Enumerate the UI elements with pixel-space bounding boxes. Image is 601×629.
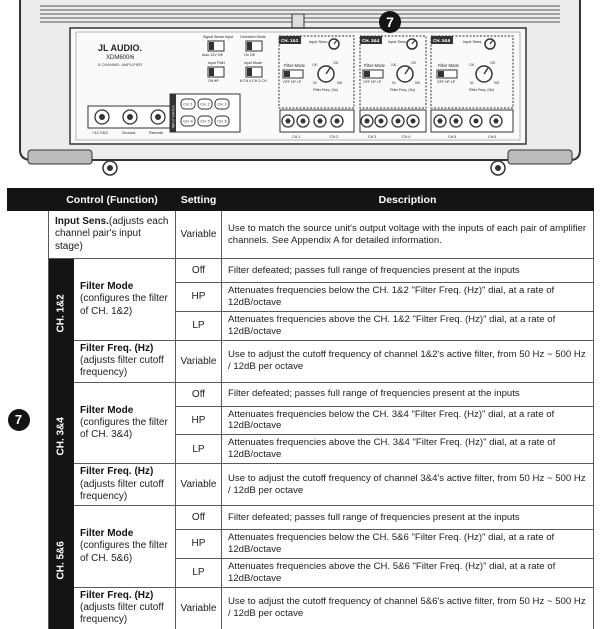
setting-cell: Off <box>176 382 222 406</box>
table-row <box>8 340 594 382</box>
setting-cell: HP <box>176 283 222 312</box>
input-sens-setting: Variable <box>176 211 222 259</box>
filter-freq-control <box>74 464 176 506</box>
svg-text:200: 200 <box>490 61 496 65</box>
setting-cell: Off <box>176 259 222 283</box>
svg-text:100: 100 <box>469 63 475 67</box>
svg-text:CH. 2: CH. 2 <box>200 102 210 107</box>
input-sens-sub: (adjusts each channel pair's input stage) <box>55 216 169 252</box>
power-label-remote: Remote <box>149 130 164 135</box>
filter-freq-title: Filter Freq. (Hz) <box>80 466 154 478</box>
header-control: Control (Function) <box>49 189 176 211</box>
svg-text:6 CH 4 CH 2 CH: 6 CH 4 CH 2 CH <box>240 79 267 83</box>
setting-cell: HP <box>176 406 222 435</box>
svg-text:Signal Sense Input: Signal Sense Input <box>203 35 234 39</box>
power-label-ground: Ground <box>122 130 136 135</box>
svg-text:Input Sens.: Input Sens. <box>463 40 483 44</box>
power-terminals <box>88 106 172 135</box>
channel-label: CH. 1&2 <box>55 293 67 333</box>
svg-text:CH.3: CH.3 <box>368 135 377 139</box>
filter-freq-control <box>74 587 176 629</box>
filter-mode-title: Filter Mode <box>80 404 134 416</box>
table-row-input-sens <box>8 211 594 259</box>
channel-label-cell <box>49 382 74 506</box>
filter-mode-sub: (configures the filter of CH. 3&4) <box>80 416 168 441</box>
svg-text:CH.4: CH.4 <box>402 135 411 139</box>
channel-label-cell <box>49 506 74 629</box>
svg-text:Input Filter: Input Filter <box>208 61 225 65</box>
filter-mode-title: Filter Mode <box>80 528 134 540</box>
setting-cell: Variable <box>176 587 222 629</box>
svg-text:500: 500 <box>415 81 421 85</box>
power-label-12v: +12 VDC <box>92 130 109 135</box>
header-description: Description <box>222 189 594 211</box>
svg-text:CH. 6: CH. 6 <box>217 119 227 124</box>
description-cell: Filter defeated; passes full range of frequencies present at the inputs <box>222 506 594 530</box>
svg-text:CH. 5: CH. 5 <box>200 119 210 124</box>
model-name: XDM600/6 <box>106 55 135 61</box>
channel-label: CH. 3&4 <box>55 417 67 456</box>
brand-logo: JL AUDIO. <box>98 43 143 53</box>
filter-freq-title: Filter Freq. (Hz) <box>80 342 154 354</box>
table-row <box>8 587 594 629</box>
svg-text:Filter Mode: Filter Mode <box>284 63 305 68</box>
status-led-4 <box>181 116 195 126</box>
amplifier-illustration <box>0 0 601 184</box>
table-row <box>8 382 594 406</box>
table-row <box>8 259 594 283</box>
description-cell: Use to adjust the cutoff frequency of channel 5&6's active filter, from 50 Hz ~ 500 Hz / 12dB per octave <box>222 587 594 629</box>
description-cell: Attenuates frequencies below the CH. 3&4 "Filter Freq. (Hz)" dial, at a rate of 12dB/octave <box>222 406 594 435</box>
setting-cell: Variable <box>176 340 222 382</box>
svg-text:7: 7 <box>386 14 394 30</box>
description-cell: Attenuates frequencies below the CH. 1&2 "Filter Freq. (Hz)" dial, at a rate of 12dB/octave <box>222 283 594 312</box>
svg-text:CH.1: CH.1 <box>292 135 301 139</box>
input-status-panel <box>170 94 240 132</box>
filter-freq-sub: (adjusts filter cutoff frequency) <box>80 355 164 379</box>
svg-text:CH. 3: CH. 3 <box>217 102 227 107</box>
svg-text:CH. 1: CH. 1 <box>183 102 193 107</box>
input-status-label: INPUT STATUS <box>171 105 176 128</box>
input-sens-title: Input Sens. <box>55 216 109 228</box>
filter-mode-sub: (configures the filter of CH. 5&6) <box>80 540 168 564</box>
control-spec-table <box>7 188 594 629</box>
svg-text:100: 100 <box>312 63 318 67</box>
description-cell: Attenuates frequencies below the CH. 5&6 "Filter Freq. (Hz)" dial, at a rate of 12dB/octave <box>222 530 594 559</box>
description-cell: Use to adjust the cutoff frequency of channel 1&2's active filter, from 50 Hz ~ 500 Hz / 12dB per octave <box>222 340 594 382</box>
table-row <box>8 464 594 506</box>
svg-text:100: 100 <box>391 63 397 67</box>
svg-text:CH.2: CH.2 <box>330 135 339 139</box>
svg-text:50: 50 <box>470 81 474 85</box>
svg-text:50: 50 <box>392 81 396 85</box>
description-cell: Attenuates frequencies above the CH. 1&2 "Filter Freq. (Hz)" dial, at a rate of 12dB/octave <box>222 311 594 340</box>
description-cell: Attenuates frequencies above the CH. 5&6 "Filter Freq. (Hz)" dial, at a rate of 12dB/octave <box>222 558 594 587</box>
svg-text:CH. 3&4: CH. 3&4 <box>362 38 380 43</box>
status-led-1 <box>181 99 195 109</box>
input-sens-control <box>49 211 176 259</box>
svg-text:CH. 1&2: CH. 1&2 <box>281 38 299 43</box>
filter-freq-sub: (adjusts filter cutoff frequency) <box>80 478 164 502</box>
callout-badge-table: 7 <box>8 409 30 431</box>
description-cell: Use to adjust the cutoff frequency of channel 3&4's active filter, from 50 Hz ~ 500 Hz / 12dB per octave <box>222 464 594 506</box>
svg-text:200: 200 <box>411 61 417 65</box>
input-sens-desc: Use to match the source unit's output voltage with the inputs of each pair of amplifier channels. See Appendix A for detailed information. <box>222 211 594 259</box>
svg-text:500: 500 <box>494 81 500 85</box>
svg-text:CH.6: CH.6 <box>488 135 497 139</box>
description-cell: Filter defeated; passes full range of frequencies present at the inputs <box>222 259 594 283</box>
setting-cell: LP <box>176 435 222 464</box>
svg-text:Filter Freq. (Hz): Filter Freq. (Hz) <box>390 88 416 92</box>
filter-freq-control <box>74 340 176 382</box>
svg-text:OFF HP LP: OFF HP LP <box>437 80 456 84</box>
svg-text:OFF HP LP: OFF HP LP <box>283 80 302 84</box>
svg-text:Filter Freq. (Hz): Filter Freq. (Hz) <box>313 88 339 92</box>
svg-text:Input Sens.: Input Sens. <box>309 40 329 44</box>
svg-text:CH.5: CH.5 <box>448 135 457 139</box>
setting-cell: LP <box>176 558 222 587</box>
status-led-5 <box>198 116 212 126</box>
description-cell: Filter defeated; passes full range of frequencies present at the inputs <box>222 382 594 406</box>
svg-text:CH. 5&6: CH. 5&6 <box>433 38 451 43</box>
status-led-3 <box>215 99 229 109</box>
status-led-6 <box>215 116 229 126</box>
callout-cell <box>8 211 49 629</box>
filter-mode-title: Filter Mode <box>80 281 134 293</box>
filter-mode-control <box>74 259 176 341</box>
svg-text:Input Sens.: Input Sens. <box>388 40 408 44</box>
svg-text:CH. 4: CH. 4 <box>183 119 193 124</box>
setting-cell: LP <box>176 311 222 340</box>
header-spacer <box>8 189 49 211</box>
filter-freq-title: Filter Freq. (Hz) <box>80 589 154 601</box>
channel-label: CH. 5&6 <box>55 540 67 580</box>
svg-text:Overdrive Mode: Overdrive Mode <box>240 35 266 39</box>
description-cell: Attenuates frequencies above the CH. 3&4 "Filter Freq. (Hz)" dial, at a rate of 12dB/octave <box>222 435 594 464</box>
svg-text:Input Mode: Input Mode <box>244 61 262 65</box>
callout-badge <box>379 11 401 33</box>
svg-text:Filter Mode: Filter Mode <box>364 63 385 68</box>
channel-label-cell <box>49 259 74 383</box>
svg-text:200: 200 <box>333 61 339 65</box>
filter-mode-sub: (configures the filter of CH. 1&2) <box>80 293 168 317</box>
header-setting: Setting <box>176 189 222 211</box>
svg-text:Auto 12V Off: Auto 12V Off <box>202 53 223 57</box>
filter-mode-control <box>74 506 176 588</box>
table-header-row <box>8 189 594 211</box>
setting-cell: Off <box>176 506 222 530</box>
filter-freq-sub: (adjusts filter cutoff frequency) <box>80 602 164 626</box>
svg-text:Filter Freq. (Hz): Filter Freq. (Hz) <box>469 88 495 92</box>
setting-cell: Variable <box>176 464 222 506</box>
svg-text:500: 500 <box>337 81 343 85</box>
svg-text:Filter Mode: Filter Mode <box>438 63 459 68</box>
setting-cell: HP <box>176 530 222 559</box>
svg-text:On Off: On Off <box>244 53 255 57</box>
status-led-2 <box>198 99 212 109</box>
svg-text:50: 50 <box>313 81 317 85</box>
svg-text:Off HP: Off HP <box>208 79 219 83</box>
amp-subtitle: 6 CHANNEL AMPLIFIER <box>98 62 143 67</box>
table-row <box>8 506 594 530</box>
filter-mode-control <box>74 382 176 464</box>
svg-text:OFF HP LP: OFF HP LP <box>363 80 382 84</box>
